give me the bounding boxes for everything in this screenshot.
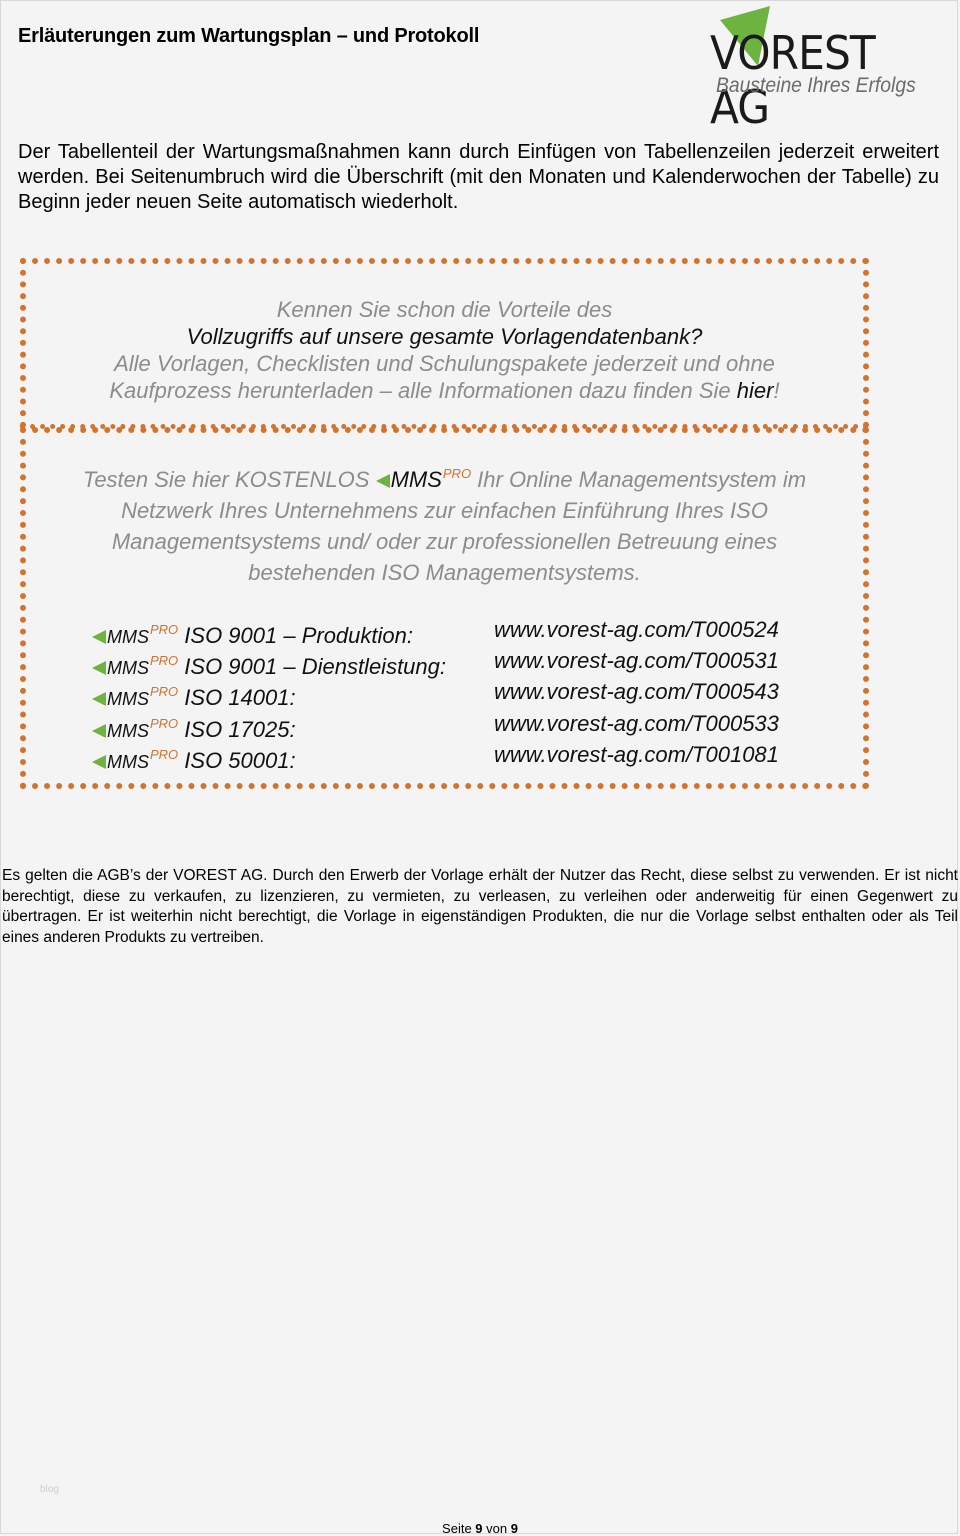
hier-link[interactable]: hier	[736, 378, 774, 403]
url-link[interactable]: www.vorest-ag.com/T000543	[494, 679, 779, 705]
mms-brand: MMS	[107, 751, 149, 772]
iso-label: ISO 50001:	[178, 747, 296, 773]
promo-text: Testen Sie hier KOSTENLOS	[82, 467, 376, 492]
footer-text: von	[482, 1521, 511, 1536]
promo-text: !	[773, 378, 780, 403]
logo-name: VOREST AG	[710, 26, 875, 134]
iso-label: ISO 17025:	[178, 716, 296, 742]
page-title: Erläuterungen zum Wartungsplan – und Protokoll	[18, 25, 480, 47]
mms-triangle-icon	[92, 661, 106, 675]
mms-link-row	[92, 739, 852, 773]
logo-tagline: Bausteine Ihres Erfolgs	[716, 74, 916, 97]
promo-line	[26, 458, 863, 495]
pro-superscript: PRO	[150, 653, 179, 669]
promo-text: Ihr Online Managementsystem im	[471, 467, 807, 492]
promo-line: Netzwerk Ihres Unternehmens zur einfachen Einführung Ihres ISO	[121, 498, 768, 523]
mms-brand: MMS	[107, 658, 149, 679]
intro-paragraph: Der Tabellenteil der Wartungsmaßnahmen kann durch Einfügen von Tabellenzeilen jederzeit erweitert werden. Bei Seitenumbruch wird die Überschrift (mit den Monaten und Kalenderwochen der Tabelle) zu Beginn jeder neuen Seite automatisch wiederholt.	[18, 141, 939, 213]
mms-triangle-icon	[376, 474, 390, 488]
mms-triangle-icon	[92, 630, 106, 644]
url-link[interactable]: www.vorest-ag.com/T000531	[494, 648, 779, 674]
mms-link-list	[92, 614, 852, 773]
page-number	[0, 1521, 960, 1536]
promo-line: Alle Vorlagen, Checklisten und Schulungspakete jederzeit und ohne	[114, 351, 775, 376]
pro-superscript: PRO	[442, 466, 472, 481]
watermark: blog	[40, 1484, 59, 1495]
url-link[interactable]: www.vorest-ag.com/T001081	[494, 741, 779, 767]
mms-brand: MMS	[390, 467, 442, 492]
total-pages: 9	[510, 1521, 518, 1536]
mms-link-row	[92, 645, 852, 680]
mms-brand: MMS	[107, 720, 149, 741]
promo-text: Kaufprozess herunterladen – alle Informationen dazu finden Sie	[109, 378, 737, 403]
url-link[interactable]: www.vorest-ag.com/T000533	[494, 710, 779, 736]
link-label	[92, 739, 296, 778]
pro-superscript: PRO	[150, 684, 179, 700]
footer-text: Seite	[442, 1521, 476, 1536]
pro-superscript: PRO	[150, 622, 179, 637]
promo-section-database	[26, 296, 863, 404]
mms-link-row	[92, 614, 852, 648]
promo-line: bestehenden ISO Managementsystems.	[248, 560, 641, 585]
iso-label: ISO 14001:	[178, 685, 296, 711]
mms-triangle-icon	[92, 724, 106, 738]
current-page: 9	[475, 1521, 483, 1536]
promo-line	[26, 377, 863, 404]
mms-triangle-icon	[92, 755, 106, 769]
vorest-logo	[706, 4, 942, 134]
mms-brand: MMS	[107, 689, 149, 710]
url-link[interactable]: www.vorest-ag.com/T000524	[494, 617, 779, 642]
mms-triangle-icon	[92, 692, 106, 706]
terms-paragraph: Es gelten die AGB’s der VOREST AG. Durch den Erwerb der Vorlage erhält der Nutzer das Recht, diese selbst zu verwenden. Er ist nicht berechtigt, diese zu verkaufen, zu lizenzieren, zu vermieten, zu verleasen, zu verleihen oder anderweitig für einen Gegenwert zu übertragen. Er ist weiterhin nicht berechtigt, die Vorlage in eigenständigen Produkten, die nur die Vorlage selbst enthalten oder als Teil eines anderen Produkts zu vertreiben.	[2, 867, 958, 946]
pro-superscript: PRO	[150, 715, 179, 731]
promo-line-highlight: Vollzugriffs auf unsere gesamte Vorlagendatenbank?	[186, 324, 703, 349]
promo-section-mms	[26, 458, 863, 588]
pro-superscript: PRO	[150, 746, 179, 762]
promo-line: Kennen Sie schon die Vorteile des	[276, 297, 613, 322]
iso-label: ISO 9001 – Dienstleistung:	[178, 654, 446, 680]
iso-label: ISO 9001 – Produktion:	[178, 623, 413, 648]
promo-line: Managementsystems und/ oder zur professionellen Betreuung eines	[111, 529, 778, 554]
mms-brand: MMS	[107, 627, 149, 647]
mms-link-row	[92, 708, 852, 742]
mms-link-row	[92, 676, 852, 711]
